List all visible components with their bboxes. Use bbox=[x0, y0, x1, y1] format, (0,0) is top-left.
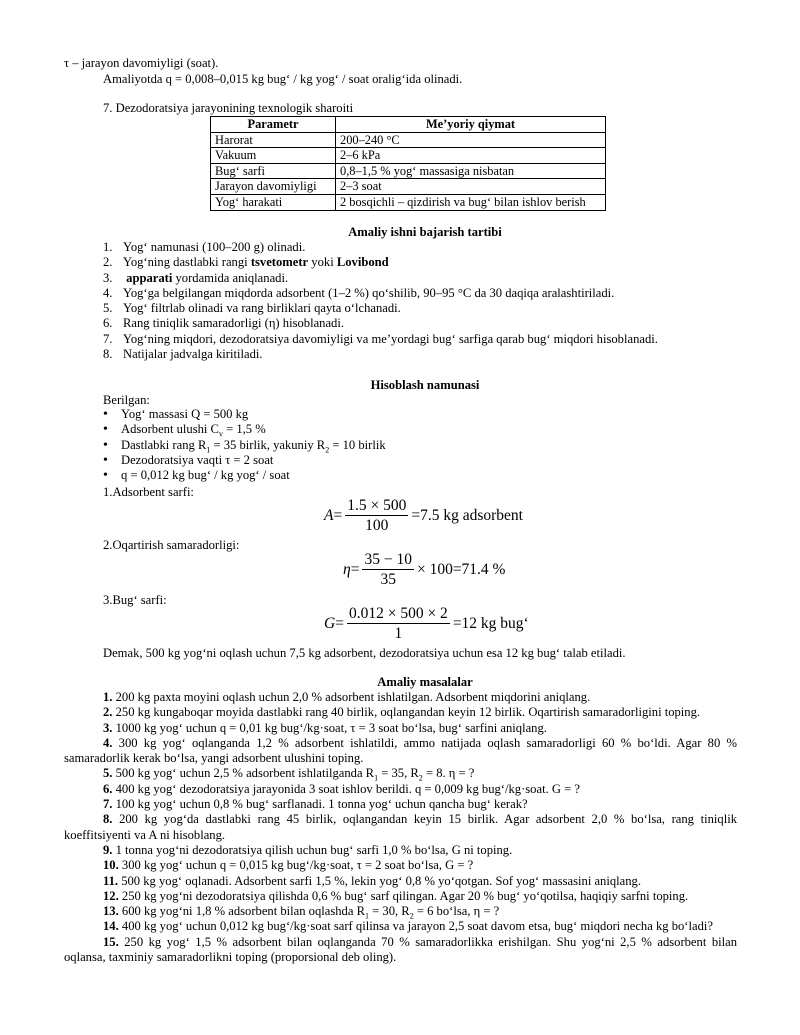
tasks-title: Amaliy masalalar bbox=[377, 675, 473, 689]
step-number: 3. bbox=[103, 270, 113, 285]
list-item bbox=[64, 812, 737, 843]
list-item bbox=[103, 286, 658, 301]
procedure-steps bbox=[103, 240, 658, 362]
formula-fraction bbox=[362, 552, 414, 588]
given-text: Dezodoratsiya vaqti τ = 2 soat bbox=[121, 452, 274, 467]
list-item bbox=[103, 468, 386, 483]
step-number: 7. bbox=[103, 331, 113, 346]
list-item bbox=[103, 271, 658, 286]
task-number: 9. bbox=[103, 842, 113, 857]
step-bold: apparati bbox=[126, 270, 173, 285]
table-caption: 7. Dezodoratsiya jarayonining texnologik sharoiti bbox=[103, 101, 354, 115]
step-number: 5. bbox=[103, 301, 113, 316]
task-text: = 35, R bbox=[378, 766, 419, 781]
task-text: 1 tonna yog‘ni dezodoratsiya qilish uchun bug‘ sarfi 1,0 % bo‘lsa, G ni toping. bbox=[112, 842, 513, 857]
list-item bbox=[64, 782, 737, 797]
subscript: 2 bbox=[325, 445, 330, 455]
task-number: 6. bbox=[103, 781, 113, 796]
step-number: 6. bbox=[103, 316, 113, 331]
task-number: 12. bbox=[103, 888, 119, 903]
subscript: 1 bbox=[206, 445, 211, 455]
step-number: 2. bbox=[103, 255, 113, 270]
formula-eq: = bbox=[350, 561, 360, 579]
given-text: = 10 birlik bbox=[329, 437, 386, 452]
subscript: v bbox=[218, 429, 223, 439]
step-number: 4. bbox=[103, 285, 113, 300]
list-item bbox=[64, 690, 737, 705]
list-item bbox=[64, 935, 737, 966]
list-item bbox=[64, 904, 737, 919]
given-list bbox=[103, 407, 386, 483]
task-text: 300 kg yog‘ uchun q = 0,015 kg bug‘/kg·soat, τ = 2 soat bo‘lsa, G = ? bbox=[118, 858, 474, 873]
task-text: 100 kg yog‘ uchun 0,8 % bug‘ sarflanadi. 1 tonna yog‘ uchun qancha bug‘ kerak? bbox=[112, 797, 528, 812]
formula-eq: = bbox=[335, 615, 344, 633]
given-text: = 35 birlik, yakuniy R bbox=[210, 437, 326, 452]
fraction-numerator: 1.5 × 500 bbox=[345, 498, 408, 516]
task-number: 4. bbox=[103, 735, 113, 750]
task-number: 2. bbox=[103, 705, 113, 720]
list-item bbox=[64, 736, 737, 767]
subscript: 2 bbox=[409, 911, 414, 921]
step-text: Rang tiniqlik samaradorligi (η) hisoblanadi. bbox=[123, 316, 344, 331]
list-item bbox=[64, 721, 737, 736]
example-title: Hisoblash namunasi bbox=[370, 378, 480, 392]
table-header: Me’yoriy qiymat bbox=[336, 117, 606, 133]
step-text: Yog‘ning miqdori, dezodoratsiya davomiyligi va me’yordagi bug‘ sarfiga qarab bug‘ miqdori hisoblanadi. bbox=[123, 331, 658, 346]
list-item bbox=[64, 858, 737, 873]
step-1-label: 1.Adsorbent sarfi: bbox=[103, 485, 194, 499]
table-header: Parametr bbox=[211, 117, 336, 133]
task-number: 5. bbox=[103, 766, 113, 781]
task-number: 14. bbox=[103, 919, 119, 934]
fraction-denominator: 1 bbox=[394, 625, 403, 643]
table-row bbox=[211, 194, 606, 210]
list-item bbox=[103, 301, 658, 316]
table-row bbox=[211, 163, 606, 179]
formula-rhs: =7.5 kg adsorbent bbox=[411, 507, 523, 525]
task-number: 13. bbox=[103, 904, 119, 919]
task-number: 10. bbox=[103, 858, 119, 873]
subscript: 2 bbox=[418, 774, 423, 783]
task-number: 3. bbox=[103, 720, 113, 735]
step-text: yoki bbox=[308, 255, 337, 270]
conclusion: Demak, 500 kg yog‘ni oqlash uchun 7,5 kg adsorbent, dezodoratsiya uchun esa 12 kg bug‘ talab etiladi. bbox=[103, 646, 626, 660]
step-bold: tsvetometr bbox=[250, 255, 309, 270]
table-cell: 0,8–1,5 % yog‘ massasiga nisbatan bbox=[336, 163, 606, 179]
task-text: = 30, R bbox=[369, 904, 410, 919]
table-cell: Harorat bbox=[211, 132, 336, 148]
fraction-numerator: 0.012 × 500 × 2 bbox=[347, 606, 450, 624]
step-text: Yog‘ning dastlabki rangi bbox=[123, 255, 251, 270]
given-text: q = 0,012 kg bug‘ / kg yog‘ / soat bbox=[121, 468, 290, 483]
intro-line-2: Amaliyotda q = 0,008–0,015 kg bug‘ / kg yog‘ / soat oralig‘ida olinadi. bbox=[103, 72, 463, 86]
formula-lhs: A bbox=[324, 507, 334, 525]
table-row bbox=[211, 132, 606, 148]
task-text: 250 kg kungaboqar moyida dastlabki rang 40 birlik, oqlangandan keyin 12 birlik. Oqartirish samaradorligini toping. bbox=[112, 705, 701, 720]
task-text: 400 kg yog‘ uchun 0,012 kg bug‘/kg·soat sarf qilinsa va jarayon 2,5 soat davom etsa, bug‘ miqdori necha kg bo‘ladi? bbox=[118, 919, 713, 934]
table-cell: 2 bosqichli – qizdirish va bug‘ bilan ishlov berish bbox=[336, 194, 606, 210]
parameters-table bbox=[210, 116, 606, 211]
table-header-row bbox=[211, 117, 606, 133]
table-cell: Vakuum bbox=[211, 148, 336, 164]
task-text: 500 kg yog‘ oqlanadi. Adsorbent sarfi 1,5 %, lekin yog‘ 0,8 % yo‘qotgan. Sof yog‘ massasini aniqlang. bbox=[118, 873, 641, 888]
list-item bbox=[64, 919, 737, 934]
list-item bbox=[103, 422, 386, 437]
list-item bbox=[103, 240, 658, 255]
step-text: Yog‘ga belgilangan miqdorda adsorbent (1–2 %) qo‘shilib, 90–95 °C da 30 daqiqa aralashtiriladi. bbox=[123, 285, 615, 300]
fraction-denominator: 35 bbox=[380, 571, 396, 589]
table-cell: Jarayon davomiyligi bbox=[211, 179, 336, 195]
task-text: 300 kg yog‘ oqlanganda 1,2 % adsorbent ishlatildi, ammo natijada oqlash samaradorligi 60 % bo‘ldi. Agar 80 % samaradorlik kerak bo‘lsa, yangi adsorbent ulushini toping. bbox=[64, 735, 737, 766]
formula-rhs: =12 kg bug‘ bbox=[452, 615, 529, 633]
table-row bbox=[211, 148, 606, 164]
task-text: 200 kg yog‘da dastlabki rang 45 birlik, oqlangandan keyin 15 birlik. Agar adsorbent 2,0 % bo‘lsa, rang tiniqlik koeffitsiyenti va A ni hisoblang. bbox=[64, 812, 737, 842]
table-cell: Bug‘ sarfi bbox=[211, 163, 336, 179]
formula-steam bbox=[324, 606, 529, 642]
step-text: Yog‘ namunasi (100–200 g) olinadi. bbox=[123, 240, 306, 254]
task-text: 400 kg yog‘ dezodoratsiya jarayonida 3 soat ishlov berildi. q = 0,009 kg bug‘/kg·soat. G = ? bbox=[112, 781, 580, 796]
given-label: Berilgan: bbox=[103, 393, 150, 407]
list-item bbox=[64, 843, 737, 858]
step-text: yordamida aniqlanadi. bbox=[172, 270, 289, 285]
list-item bbox=[103, 407, 386, 422]
step-number: 1. bbox=[103, 240, 113, 254]
task-text: 600 kg yog‘ni 1,8 % adsorbent bilan oqlashda R bbox=[118, 904, 365, 919]
task-text: 1000 kg yog‘ uchun q = 0,01 kg bug‘/kg·soat, τ = 3 soat bo‘lsa, bug‘ sarfini aniqlang. bbox=[112, 720, 547, 735]
task-number: 8. bbox=[103, 812, 113, 827]
formula-adsorbent bbox=[324, 498, 523, 534]
formula-fraction bbox=[347, 606, 450, 642]
given-text: Yog‘ massasi Q = 500 kg bbox=[121, 407, 249, 421]
task-number: 11. bbox=[103, 873, 119, 888]
tasks-list bbox=[64, 690, 737, 965]
list-item bbox=[64, 797, 737, 812]
intro-line-1: τ – jarayon davomiyligi (soat). bbox=[64, 56, 219, 70]
table-cell: Yog‘ harakati bbox=[211, 194, 336, 210]
list-item bbox=[103, 255, 658, 270]
table-row bbox=[211, 179, 606, 195]
table-cell: 2–6 kPa bbox=[336, 148, 606, 164]
formula-fraction bbox=[345, 498, 408, 534]
list-item bbox=[103, 332, 658, 347]
table-cell: 200–240 °C bbox=[336, 132, 606, 148]
list-item bbox=[64, 889, 737, 904]
step-2-label: 2.Oqartirish samaradorligi: bbox=[103, 538, 240, 552]
step-text: Yog‘ filtrlab olinadi va rang birliklari qayta o‘lchanadi. bbox=[123, 301, 401, 316]
list-item bbox=[103, 347, 658, 362]
table-cell: 2–3 soat bbox=[336, 179, 606, 195]
given-text: = 1,5 % bbox=[222, 422, 266, 437]
step-text: Natijalar jadvalga kiritiladi. bbox=[123, 347, 263, 362]
procedure-title: Amaliy ishni bajarish tartibi bbox=[348, 225, 502, 239]
formula-rhs: × 100=71.4 % bbox=[416, 561, 506, 579]
task-text: = 6 bo‘lsa, η = ? bbox=[413, 904, 500, 919]
task-text: 500 kg yog‘ uchun 2,5 % adsorbent ishlatilganda R bbox=[112, 766, 375, 781]
task-number: 1. bbox=[103, 690, 113, 704]
task-number: 15. bbox=[103, 934, 119, 949]
task-text: 250 kg yog‘ 1,5 % adsorbent bilan oqlanganda 70 % samaradorlikka erishilgan. Shu yog‘ni 2,5 % adsorbent bilan oqlansa, taxminiy samaradorlikni toping (proporsional deb oling). bbox=[64, 934, 737, 965]
list-item bbox=[64, 766, 737, 781]
step-3-label: 3.Bug‘ sarfi: bbox=[103, 593, 167, 607]
list-item bbox=[103, 316, 658, 331]
fraction-numerator: 35 − 10 bbox=[362, 552, 414, 570]
formula-lhs: η bbox=[343, 561, 351, 579]
subscript: 1 bbox=[374, 774, 379, 783]
step-number: 8. bbox=[103, 347, 113, 362]
formula-efficiency bbox=[343, 552, 505, 588]
task-text: 250 kg yog‘ni dezodoratsiya qilishda 0,6 % bug‘ sarf qilingan. Agar 20 % bug‘ yo‘qotilsa, haqiqiy sarfni toping. bbox=[118, 888, 689, 903]
subscript: 1 bbox=[365, 911, 369, 921]
task-number: 7. bbox=[103, 797, 113, 812]
task-text: 200 kg paxta moyini oqlash uchun 2,0 % adsorbent ishlatilgan. Adsorbent miqdorini aniqlang. bbox=[112, 690, 591, 704]
list-item bbox=[64, 874, 737, 889]
step-bold: Lovibond bbox=[336, 255, 389, 270]
fraction-denominator: 100 bbox=[365, 517, 389, 535]
list-item bbox=[103, 453, 386, 468]
given-text: Adsorbent ulushi C bbox=[121, 422, 219, 437]
formula-eq: = bbox=[333, 507, 343, 525]
given-text: Dastlabki rang R bbox=[121, 437, 207, 452]
list-item bbox=[64, 705, 737, 720]
task-text: = 8. η = ? bbox=[422, 766, 475, 781]
list-item bbox=[103, 438, 386, 453]
formula-lhs: G bbox=[324, 615, 336, 633]
